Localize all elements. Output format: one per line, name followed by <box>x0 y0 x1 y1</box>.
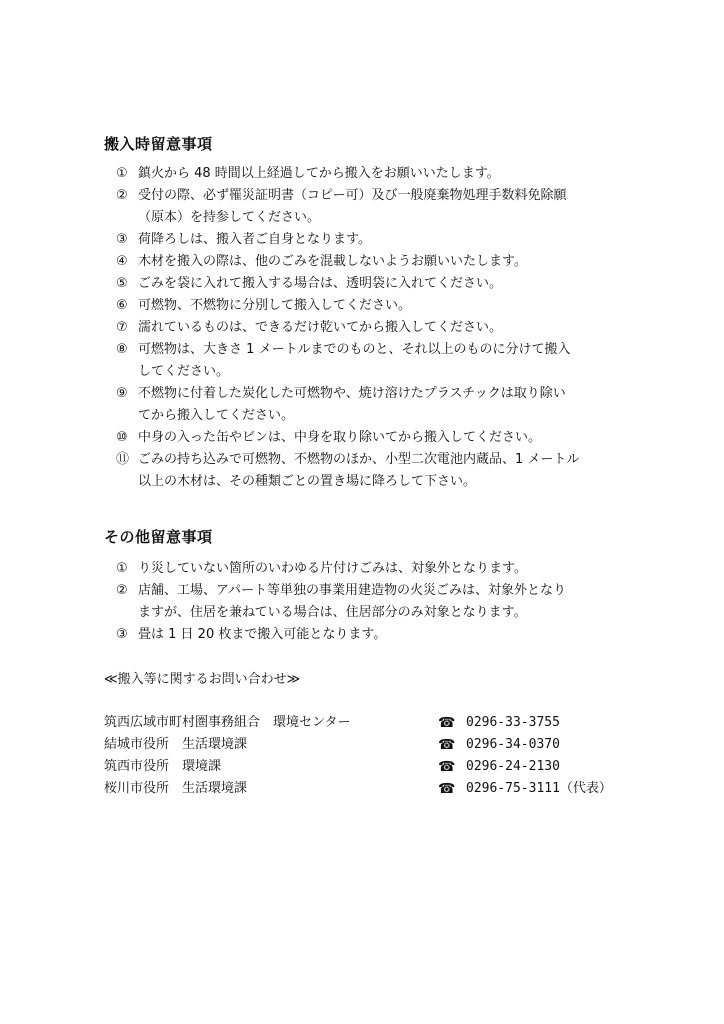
item-number: ① <box>116 166 128 181</box>
contact-row <box>104 712 644 734</box>
item-number: ③ <box>116 627 128 642</box>
contact-row <box>104 778 644 800</box>
item-number: ⑥ <box>116 298 128 313</box>
item-text: り災していない箇所のいわゆる片付けごみは、対象外となります。 <box>138 561 527 576</box>
contact-name: 筑西市役所 環境課 <box>104 759 222 774</box>
list-item <box>116 624 636 646</box>
item-number: ② <box>116 188 128 203</box>
item-text: ごみの持ち込みで可燃物、不燃物のほか、小型二次電池内蔵品、1 メートル 以上の木材は、その種類ごとの置き場に降ろして下さい。 <box>138 452 580 489</box>
item-number: ④ <box>116 254 128 269</box>
phone-icon: ☎ <box>438 715 456 731</box>
item-number: ⑦ <box>116 320 128 335</box>
list-item <box>116 339 636 383</box>
contact-phone-number: 0296-34-0370 <box>466 737 560 752</box>
list-item <box>116 251 636 273</box>
contact-name: 筑西広域市町村圏事務組合 環境センター <box>104 715 351 730</box>
contact-phone-number: 0296-24-2130 <box>466 759 560 774</box>
list-item <box>116 185 636 229</box>
list-item <box>116 229 636 251</box>
item-number: ⑪ <box>116 452 130 467</box>
contact-row <box>104 734 644 756</box>
item-number: ⑩ <box>116 430 128 445</box>
item-text: 中身の入った缶やビンは、中身を取り除いてから搬入してください。 <box>138 430 542 445</box>
item-text: 荷降ろしは、搬入者ご自身となります。 <box>138 232 371 247</box>
list-item <box>116 317 636 339</box>
phone-icon: ☎ <box>438 759 456 775</box>
item-text: ごみを袋に入れて搬入する場合は、透明袋に入れてください。 <box>138 276 503 291</box>
contact-name: 結城市役所 生活環境課 <box>104 737 248 752</box>
phone-icon: ☎ <box>438 737 456 753</box>
section-title-other-notes: その他留意事項 <box>104 528 213 546</box>
item-text: 濡れているものは、できるだけ乾いてから搬入してください。 <box>138 320 503 335</box>
item-number: ⑤ <box>116 276 128 291</box>
item-text: 受付の際、必ず罹災証明書（コピー可）及び一般廃棄物処理手数料免除願 （原本）を持参してください。 <box>138 188 567 225</box>
contact-list <box>104 712 644 800</box>
item-text: 可燃物、不燃物に分別して搬入してください。 <box>138 298 412 313</box>
item-number: ① <box>116 561 128 576</box>
item-number: ⑨ <box>116 386 128 401</box>
item-number: ⑧ <box>116 342 128 357</box>
item-text: 店舗、工場、アパート等単独の事業用建造物の火災ごみは、対象外となり ますが、住居を兼ねている場合は、住居部分のみ対象となります。 <box>138 583 566 620</box>
contact-phone-number: 0296-33-3755 <box>466 715 560 730</box>
list-item <box>116 163 636 185</box>
item-text: 鎮火から 48 時間以上経過してから搬入をお願いいたします。 <box>138 166 500 181</box>
list-item <box>116 449 636 493</box>
list-item <box>116 295 636 317</box>
contact-row <box>104 756 644 778</box>
section-title-delivery-notes: 搬入時留意事項 <box>104 135 213 153</box>
inquiry-heading: ≪搬入等に関するお問い合わせ≫ <box>104 672 301 687</box>
contact-name: 桜川市役所 生活環境課 <box>104 781 248 796</box>
phone-icon: ☎ <box>438 781 456 797</box>
delivery-notes-list <box>116 163 636 493</box>
item-text: 不燃物に付着した炭化した可燃物や、焼け溶けたプラスチックは取り除い てから搬入してください。 <box>138 386 566 423</box>
other-notes-list <box>116 558 636 646</box>
item-number: ③ <box>116 232 128 247</box>
list-item <box>116 383 636 427</box>
list-item <box>116 273 636 295</box>
item-text: 木材を搬入の際は、他のごみを混載しないようお願いいたします。 <box>138 254 527 269</box>
list-item <box>116 427 636 449</box>
item-text: 畳は 1 日 20 枚まで搬入可能となります。 <box>138 627 387 642</box>
item-number: ② <box>116 583 128 598</box>
list-item <box>116 558 636 580</box>
list-item <box>116 580 636 624</box>
item-text: 可燃物は、大きさ 1 メートルまでのものと、それ以上のものに分けて搬入 してください。 <box>138 342 571 379</box>
contact-phone-number: 0296-75-3111（代表） <box>466 781 612 796</box>
